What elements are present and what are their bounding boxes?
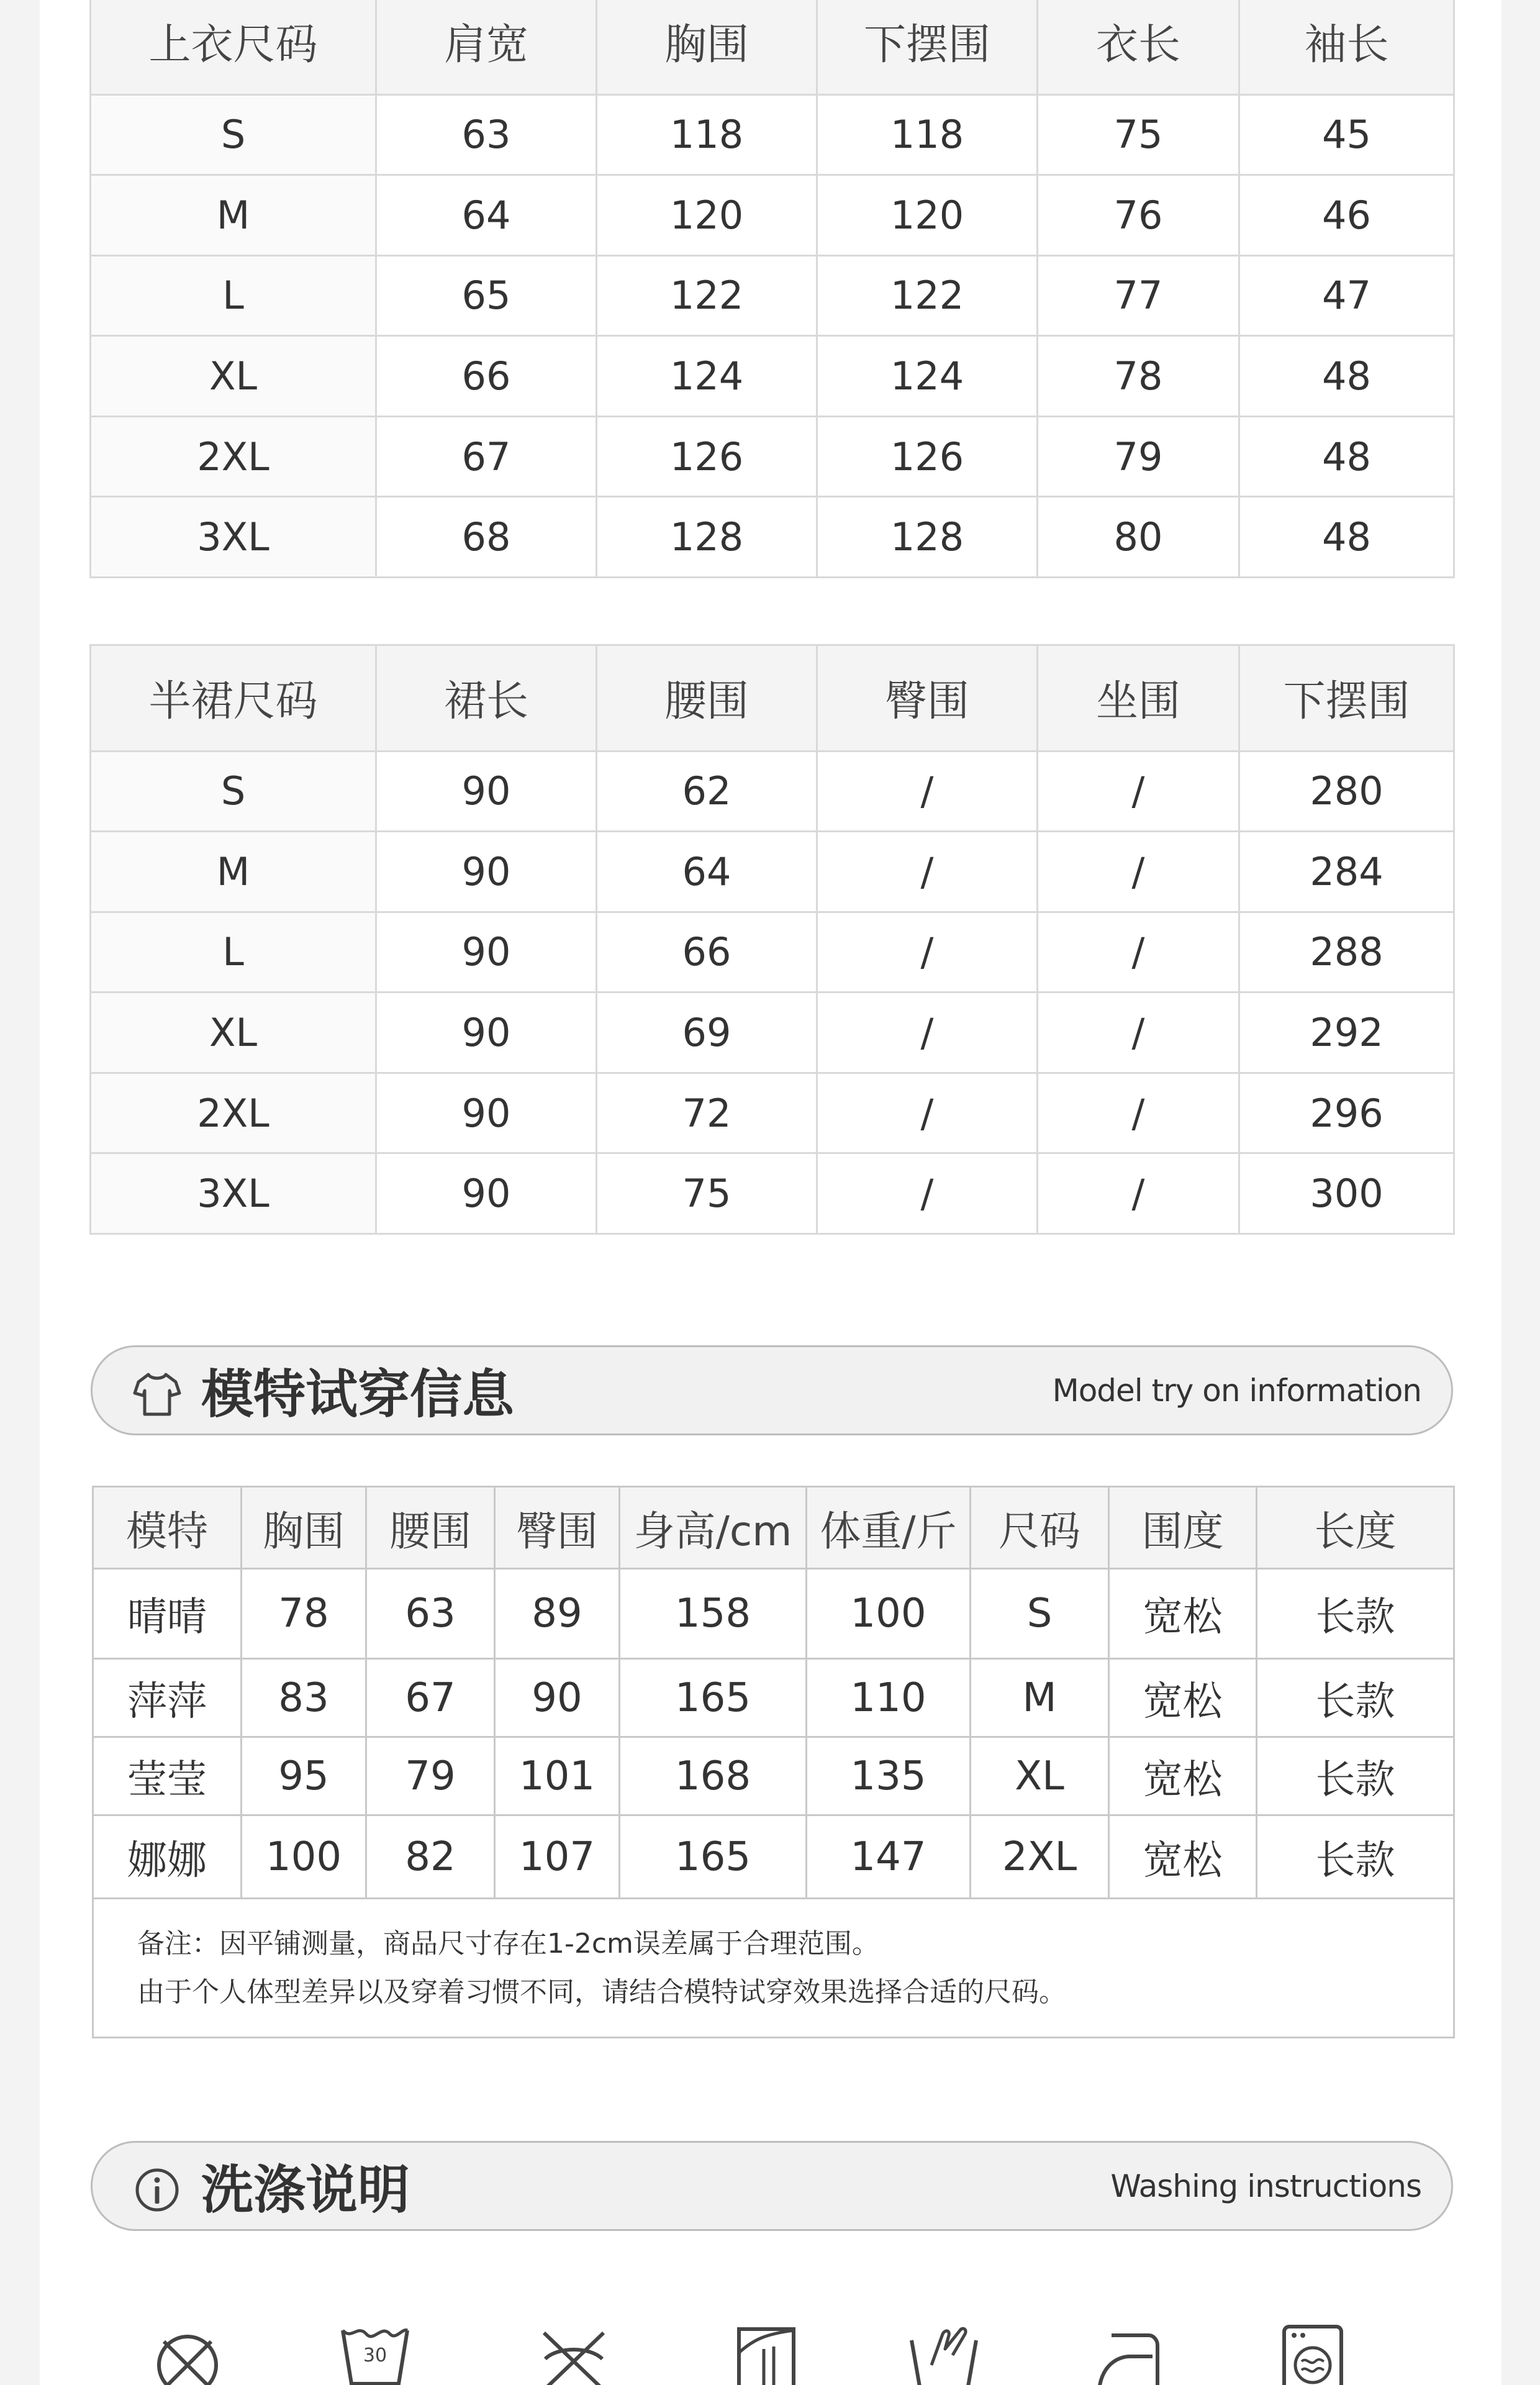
table-cell: 165: [620, 1659, 807, 1737]
table-cell: 90: [376, 1073, 597, 1153]
size-cell: L: [91, 912, 376, 993]
model-info-title: 模特试穿信息: [201, 1364, 515, 1425]
table-cell: 120: [597, 175, 817, 256]
size-cell: M: [91, 175, 376, 256]
table-cell: 296: [1239, 1073, 1454, 1153]
size-cell: 3XL: [91, 497, 376, 578]
size-cell: 2XL: [91, 416, 376, 497]
model-info-banner: [91, 1345, 1453, 1435]
header-cell: 围度: [1109, 1487, 1257, 1569]
note-row: [93, 1899, 1454, 2038]
table-cell: 长款: [1257, 1737, 1454, 1815]
table-cell: /: [1038, 912, 1239, 993]
table-cell: 122: [817, 255, 1038, 336]
header-cell: 袖长: [1239, 0, 1454, 94]
header-cell: 尺码: [971, 1487, 1109, 1569]
size-cell: XL: [91, 336, 376, 417]
table-cell: 288: [1239, 912, 1454, 993]
table-row: [91, 912, 1454, 993]
table-row: [93, 1659, 1454, 1737]
table-cell: M: [971, 1659, 1109, 1737]
table-cell: /: [817, 993, 1038, 1073]
table-cell: 长款: [1257, 1815, 1454, 1899]
table-cell: 67: [366, 1659, 495, 1737]
table-cell: 78: [1038, 336, 1239, 417]
table-cell: 66: [597, 912, 817, 993]
table-row: [91, 175, 1454, 256]
header-cell: 臀围: [495, 1487, 620, 1569]
table-cell: 宽松: [1109, 1815, 1257, 1899]
table-cell: 宽松: [1109, 1737, 1257, 1815]
table-row: [91, 255, 1454, 336]
table-cell: 100: [242, 1815, 366, 1899]
table-cell: 128: [597, 497, 817, 578]
table-cell: 158: [620, 1569, 807, 1659]
table-cell: /: [1038, 1153, 1239, 1234]
table-cell: 100: [807, 1569, 971, 1659]
size-cell: L: [91, 255, 376, 336]
table-cell: 118: [597, 94, 817, 175]
wash-temperature: 30: [363, 2345, 387, 2366]
model-name-cell: 萍萍: [93, 1659, 242, 1737]
table-row: [91, 1073, 1454, 1153]
info-icon: [131, 2164, 183, 2216]
table-row: [91, 1153, 1454, 1234]
table-cell: 48: [1239, 336, 1454, 417]
table-cell: /: [817, 832, 1038, 912]
table-cell: 118: [817, 94, 1038, 175]
table-cell: 120: [817, 175, 1038, 256]
machine-wash-icon: [1275, 2322, 1350, 2385]
size-cell: S: [91, 751, 376, 832]
table-cell: 90: [376, 751, 597, 832]
table-header-row: [93, 1487, 1454, 1569]
size-cell: 2XL: [91, 1073, 376, 1153]
header-cell: 胸围: [597, 0, 817, 94]
size-cell: S: [91, 94, 376, 175]
table-cell: 128: [817, 497, 1038, 578]
header-cell: 体重/斤: [807, 1487, 971, 1569]
table-cell: 80: [1038, 497, 1239, 578]
model-name-cell: 晴晴: [93, 1569, 242, 1659]
skirt-size-table: [89, 644, 1453, 1235]
table-cell: 63: [376, 94, 597, 175]
table-header-row: [91, 645, 1454, 752]
top-size-table: [89, 0, 1453, 578]
table-cell: 48: [1239, 497, 1454, 578]
washing-title: 洗涤说明: [201, 2160, 410, 2220]
table-cell: 300: [1239, 1153, 1454, 1234]
table-cell: 122: [597, 255, 817, 336]
table-cell: /: [817, 912, 1038, 993]
table-cell: 147: [807, 1815, 971, 1899]
hand-wash-icon: [907, 2322, 981, 2385]
table-cell: 90: [376, 912, 597, 993]
table-cell: 64: [597, 832, 817, 912]
header-cell: 下摆围: [817, 0, 1038, 94]
table-row: [91, 336, 1454, 417]
table-cell: /: [817, 1153, 1038, 1234]
table-cell: 95: [242, 1737, 366, 1815]
table-cell: /: [817, 751, 1038, 832]
model-name-cell: 娜娜: [93, 1815, 242, 1899]
header-cell: 衣长: [1038, 0, 1239, 94]
header-cell: 上衣尺码: [91, 0, 376, 94]
header-cell: 长度: [1257, 1487, 1454, 1569]
header-cell: 模特: [93, 1487, 242, 1569]
size-cell: 3XL: [91, 1153, 376, 1234]
table-cell: 69: [597, 993, 817, 1073]
header-cell: 下摆围: [1239, 645, 1454, 752]
table-cell: 67: [376, 416, 597, 497]
table-cell: 90: [376, 993, 597, 1073]
table-cell: 75: [1038, 94, 1239, 175]
note-cell: [93, 1899, 1454, 2038]
table-row: [91, 94, 1454, 175]
note-line: 由于个人体型差异以及穿着习惯不同，请结合模特试穿效果选择合适的尺码。: [137, 1976, 1066, 2008]
page: [40, 0, 1502, 2385]
header-cell: 臀围: [817, 645, 1038, 752]
table-cell: 65: [376, 255, 597, 336]
wash-30-icon: [338, 2322, 412, 2385]
table-cell: 79: [1038, 416, 1239, 497]
table-cell: 284: [1239, 832, 1454, 912]
table-cell: 90: [376, 1153, 597, 1234]
table-cell: 长款: [1257, 1659, 1454, 1737]
table-cell: 75: [597, 1153, 817, 1234]
table-row: [93, 1737, 1454, 1815]
table-cell: 280: [1239, 751, 1454, 832]
note-line: 备注：因平铺测量，商品尺寸存在1-2cm误差属于合理范围。: [137, 1927, 879, 1960]
table-cell: 292: [1239, 993, 1454, 1073]
table-row: [91, 751, 1454, 832]
table-row: [91, 832, 1454, 912]
table-cell: 72: [597, 1073, 817, 1153]
table-cell: 79: [366, 1737, 495, 1815]
table-row: [91, 993, 1454, 1073]
table-row: [91, 416, 1454, 497]
size-cell: XL: [91, 993, 376, 1073]
table-cell: 124: [817, 336, 1038, 417]
table-row: [91, 497, 1454, 578]
table-cell: 165: [620, 1815, 807, 1899]
table-cell: 126: [817, 416, 1038, 497]
header-cell: 坐围: [1038, 645, 1239, 752]
no-wring-icon: [537, 2322, 611, 2385]
table-cell: 101: [495, 1737, 620, 1815]
table-cell: 宽松: [1109, 1569, 1257, 1659]
table-cell: S: [971, 1569, 1109, 1659]
table-header-row: [91, 0, 1454, 94]
model-table: [92, 1486, 1453, 2037]
table-cell: 62: [597, 751, 817, 832]
table-row: [93, 1569, 1454, 1659]
table-cell: /: [1038, 751, 1239, 832]
shirt-icon: [131, 1368, 183, 1420]
header-cell: 肩宽: [376, 0, 597, 94]
table-cell: XL: [971, 1737, 1109, 1815]
table-cell: 107: [495, 1815, 620, 1899]
table-cell: 64: [376, 175, 597, 256]
model-info-subtitle: Model try on information: [1052, 1372, 1421, 1409]
table-row: [93, 1815, 1454, 1899]
iron-icon: [1093, 2322, 1167, 2385]
table-cell: 124: [597, 336, 817, 417]
table-cell: /: [817, 1073, 1038, 1153]
table-cell: 46: [1239, 175, 1454, 256]
table-cell: 45: [1239, 94, 1454, 175]
table-cell: 68: [376, 497, 597, 578]
header-cell: 胸围: [242, 1487, 366, 1569]
header-cell: 身高/cm: [620, 1487, 807, 1569]
dry-flat-icon: [729, 2322, 804, 2385]
table-cell: 宽松: [1109, 1659, 1257, 1737]
table-cell: 66: [376, 336, 597, 417]
header-cell: 裙长: [376, 645, 597, 752]
table-cell: 126: [597, 416, 817, 497]
table-cell: 83: [242, 1659, 366, 1737]
table-cell: /: [1038, 832, 1239, 912]
header-cell: 腰围: [597, 645, 817, 752]
table-cell: 长款: [1257, 1569, 1454, 1659]
table-cell: 2XL: [971, 1815, 1109, 1899]
no-bleach-icon: [150, 2322, 225, 2385]
table-cell: 135: [807, 1737, 971, 1815]
table-cell: 90: [495, 1659, 620, 1737]
header-cell: 半裙尺码: [91, 645, 376, 752]
table-cell: /: [1038, 993, 1239, 1073]
table-cell: 48: [1239, 416, 1454, 497]
table-cell: 76: [1038, 175, 1239, 256]
table-cell: /: [1038, 1073, 1239, 1153]
header-cell: 腰围: [366, 1487, 495, 1569]
table-cell: 89: [495, 1569, 620, 1659]
table-cell: 78: [242, 1569, 366, 1659]
table-cell: 90: [376, 832, 597, 912]
table-cell: 110: [807, 1659, 971, 1737]
model-name-cell: 莹莹: [93, 1737, 242, 1815]
size-cell: M: [91, 832, 376, 912]
washing-subtitle: Washing instructions: [1110, 2168, 1421, 2204]
table-cell: 168: [620, 1737, 807, 1815]
table-cell: 77: [1038, 255, 1239, 336]
table-cell: 63: [366, 1569, 495, 1659]
table-cell: 82: [366, 1815, 495, 1899]
table-cell: 47: [1239, 255, 1454, 336]
washing-banner: [91, 2141, 1453, 2231]
